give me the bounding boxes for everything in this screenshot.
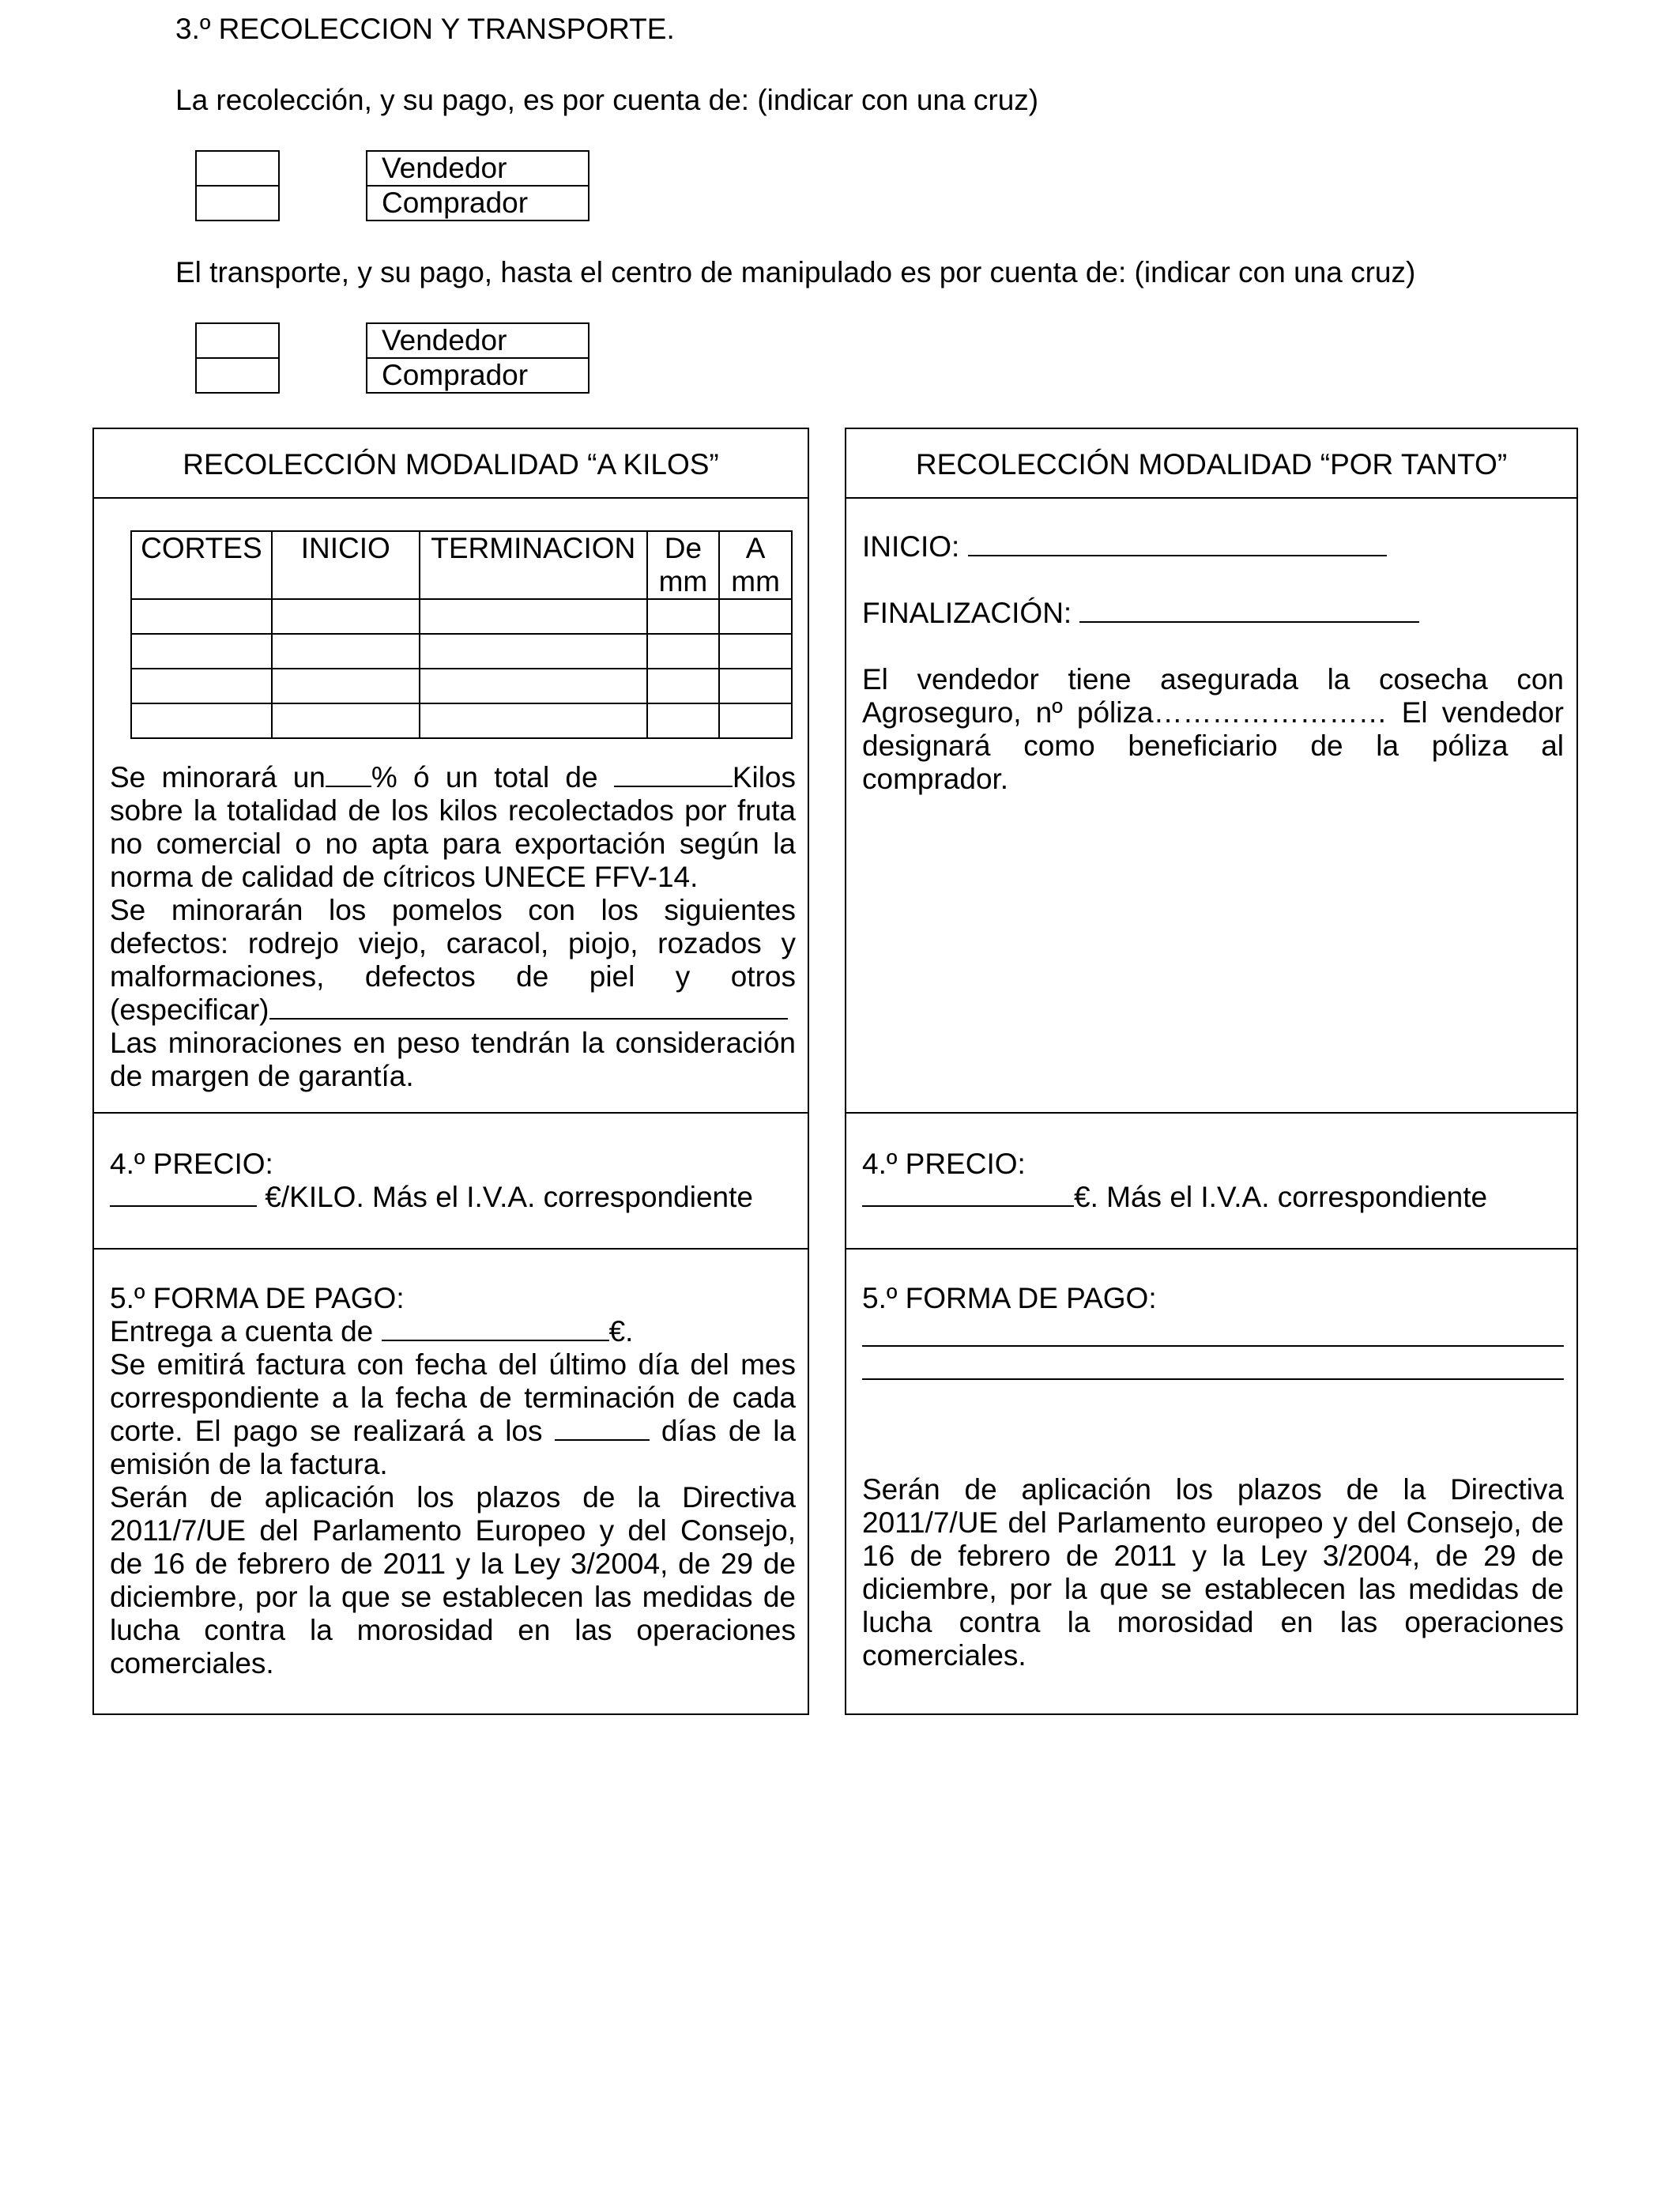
directiva-line: diciembre, por la que se establecen las medidas de bbox=[110, 1581, 796, 1613]
p2-line: malformaciones, defectos de piel y otros bbox=[110, 960, 796, 993]
table-cell[interactable] bbox=[131, 669, 272, 703]
inicio-line bbox=[862, 530, 1564, 564]
recoleccion-comprador-checkbox[interactable] bbox=[195, 185, 280, 221]
finalizacion-label: FINALIZACIÓN: bbox=[862, 597, 1080, 629]
inicio-label: INICIO: bbox=[862, 530, 968, 563]
table-cell[interactable] bbox=[131, 634, 272, 669]
factura-text-c: corte. El pago se realizará a los bbox=[110, 1415, 543, 1447]
table-cell[interactable] bbox=[272, 703, 420, 738]
precio-tanto bbox=[862, 1148, 1564, 1214]
table-cell[interactable] bbox=[719, 703, 792, 738]
option-vendedor-label: Vendedor bbox=[367, 323, 589, 358]
pago-title: 5.º FORMA DE PAGO: bbox=[110, 1282, 405, 1314]
minoracion-text bbox=[110, 761, 796, 1093]
transporte-comprador-checkbox[interactable] bbox=[195, 357, 280, 394]
precio-blank[interactable] bbox=[862, 1182, 1074, 1207]
table-cell[interactable] bbox=[647, 599, 720, 634]
col-inicio: INICIO bbox=[272, 531, 420, 599]
option-vendedor-label: Vendedor bbox=[367, 151, 589, 186]
entrega-blank[interactable] bbox=[382, 1316, 609, 1341]
directiva-line: Serán de aplicación los plazos de la Directiva bbox=[862, 1473, 1564, 1506]
precio-text: €/KILO. Más el I.V.A. correspondiente bbox=[257, 1181, 753, 1213]
table-cell[interactable] bbox=[131, 703, 272, 738]
minora-text-b: % ó un total de bbox=[371, 761, 598, 794]
table-cell[interactable] bbox=[420, 703, 647, 738]
option-comprador-label: Comprador bbox=[367, 358, 589, 393]
directiva-line: 2011/7/UE del Parlamento Europeo y del Consejo, bbox=[110, 1514, 796, 1547]
factura-line bbox=[110, 1415, 796, 1448]
precio-blank[interactable] bbox=[110, 1182, 257, 1207]
factura-text-d: días de la bbox=[661, 1415, 797, 1447]
table-row bbox=[131, 703, 792, 738]
transporte-options bbox=[366, 322, 590, 394]
table-cell[interactable] bbox=[719, 599, 792, 634]
especificar-blank[interactable] bbox=[269, 994, 788, 1020]
directiva-line: 2011/7/UE del Parlamento europeo y del Consejo, de bbox=[862, 1506, 1564, 1539]
kilos-blank[interactable] bbox=[614, 762, 733, 787]
directiva-line: lucha contra la morosidad en las operaciones bbox=[862, 1606, 1564, 1638]
col-terminacion: TERMINACION bbox=[420, 531, 647, 599]
p2-last-line bbox=[110, 993, 796, 1027]
table-cell[interactable] bbox=[272, 669, 420, 703]
cortes-table bbox=[130, 530, 793, 739]
pago-title: 5.º FORMA DE PAGO: bbox=[862, 1282, 1157, 1314]
p1-line: sobre la totalidad de los kilos recolectados por fruta bbox=[110, 794, 796, 827]
precio-kilos bbox=[110, 1148, 796, 1214]
seguro-line: El vendedor tiene asegurada la cosecha con bbox=[862, 663, 1564, 696]
table-cell[interactable] bbox=[719, 669, 792, 703]
divider bbox=[846, 1248, 1576, 1250]
recoleccion-question: La recolección, y su pago, es por cuenta de: (indicar con una cruz) bbox=[175, 84, 1039, 116]
factura-line: emisión de la factura. bbox=[110, 1448, 388, 1480]
table-cell[interactable] bbox=[647, 703, 720, 738]
precio-text: €. Más el I.V.A. correspondiente bbox=[1074, 1181, 1488, 1213]
p2-line: defectos: rodrejo viejo, caracol, piojo, rozados y bbox=[110, 927, 796, 959]
divider bbox=[94, 1248, 808, 1250]
finalizacion-line bbox=[862, 597, 1564, 630]
table-row bbox=[131, 599, 792, 634]
table-cell[interactable] bbox=[647, 634, 720, 669]
percent-blank[interactable] bbox=[326, 762, 371, 787]
factura-line: correspondiente a la fecha de terminación de cada bbox=[110, 1382, 796, 1414]
table-row bbox=[131, 669, 792, 703]
directiva-line: Serán de aplicación los plazos de la Directiva bbox=[110, 1481, 796, 1514]
directiva-line: diciembre, por la que se establecen las medidas de bbox=[862, 1573, 1564, 1605]
panel-a-kilos-title: RECOLECCIÓN MODALIDAD “A KILOS” bbox=[183, 448, 719, 481]
transporte-vendedor-checkbox[interactable] bbox=[195, 322, 280, 359]
section-3-title: 3.º RECOLECCION Y TRANSPORTE. bbox=[175, 13, 675, 45]
table-cell[interactable] bbox=[420, 669, 647, 703]
p3-line: de margen de garantía. bbox=[110, 1060, 414, 1092]
col-de-mm: De mm bbox=[647, 531, 720, 599]
p2-line: Se minorarán los pomelos con los siguientes bbox=[110, 894, 796, 926]
pago-blank-line[interactable] bbox=[862, 1347, 1564, 1380]
directiva-line: 16 de febrero de 2011 y la Ley 3/2004, de 29 de bbox=[862, 1540, 1564, 1572]
panel-por-tanto bbox=[845, 428, 1578, 1715]
recoleccion-vendedor-checkbox[interactable] bbox=[195, 150, 280, 187]
directiva-line: comerciales. bbox=[862, 1639, 1026, 1672]
directiva-line: de 16 de febrero de 2011 y la Ley 3/2004, de 29 de bbox=[110, 1547, 796, 1580]
precio-title: 4.º PRECIO: bbox=[110, 1148, 273, 1180]
table-row bbox=[131, 634, 792, 669]
especificar-label: (especificar) bbox=[110, 993, 269, 1026]
transporte-question: El transporte, y su pago, hasta el centro de manipulado es por cuenta de: (indicar con una cruz) bbox=[175, 256, 1416, 288]
entrega-line bbox=[110, 1315, 796, 1348]
table-cell[interactable] bbox=[420, 599, 647, 634]
seguro-line: comprador. bbox=[862, 763, 1009, 795]
col-cortes: CORTES bbox=[131, 531, 272, 599]
table-header-row bbox=[131, 531, 792, 599]
factura-line: Se emitirá factura con fecha del último día del mes bbox=[110, 1348, 796, 1381]
precio-line bbox=[110, 1181, 796, 1214]
option-comprador-label: Comprador bbox=[367, 186, 589, 221]
finalizacion-blank[interactable] bbox=[1079, 598, 1419, 623]
table-cell[interactable] bbox=[420, 634, 647, 669]
entrega-euro: €. bbox=[608, 1315, 634, 1348]
table-cell[interactable] bbox=[131, 599, 272, 634]
divider bbox=[94, 497, 808, 499]
dias-blank[interactable] bbox=[555, 1416, 650, 1441]
fechas-tanto bbox=[862, 530, 1564, 796]
table-cell[interactable] bbox=[272, 599, 420, 634]
precio-line bbox=[862, 1181, 1564, 1214]
inicio-blank[interactable] bbox=[968, 531, 1387, 556]
divider bbox=[94, 1112, 808, 1114]
minora-text-c: Kilos bbox=[732, 761, 797, 794]
divider bbox=[846, 1112, 1576, 1114]
seguro-line: designará como beneficiario de la póliza al bbox=[862, 729, 1564, 762]
panel-por-tanto-title: RECOLECCIÓN MODALIDAD “POR TANTO” bbox=[915, 448, 1508, 481]
table-cell[interactable] bbox=[272, 634, 420, 669]
pago-kilos bbox=[110, 1282, 796, 1680]
entrega-text: Entrega a cuenta de bbox=[110, 1315, 382, 1348]
minora-text-a: Se minorará un bbox=[110, 761, 326, 794]
divider bbox=[846, 497, 1576, 499]
pago-blank-line[interactable] bbox=[862, 1314, 1564, 1347]
directiva-line: lucha contra la morosidad en las operaciones bbox=[110, 1614, 796, 1646]
seguro-line: Agroseguro, nº póliza…………………… El vendedor bbox=[862, 696, 1564, 729]
table-cell[interactable] bbox=[647, 669, 720, 703]
col-a-mm: A mm bbox=[719, 531, 792, 599]
recoleccion-options bbox=[366, 150, 590, 221]
p1-line: norma de calidad de cítricos UNECE FFV-14. bbox=[110, 861, 699, 893]
p1-line: no comercial o no apta para exportación según la bbox=[110, 827, 796, 860]
minoracion-line bbox=[110, 761, 796, 794]
p3-line: Las minoraciones en peso tendrán la consideración bbox=[110, 1027, 796, 1059]
table-cell[interactable] bbox=[719, 634, 792, 669]
directiva-line: comerciales. bbox=[110, 1647, 274, 1679]
pago-tanto bbox=[862, 1282, 1564, 1672]
precio-title: 4.º PRECIO: bbox=[862, 1148, 1026, 1180]
panel-a-kilos bbox=[92, 428, 809, 1715]
